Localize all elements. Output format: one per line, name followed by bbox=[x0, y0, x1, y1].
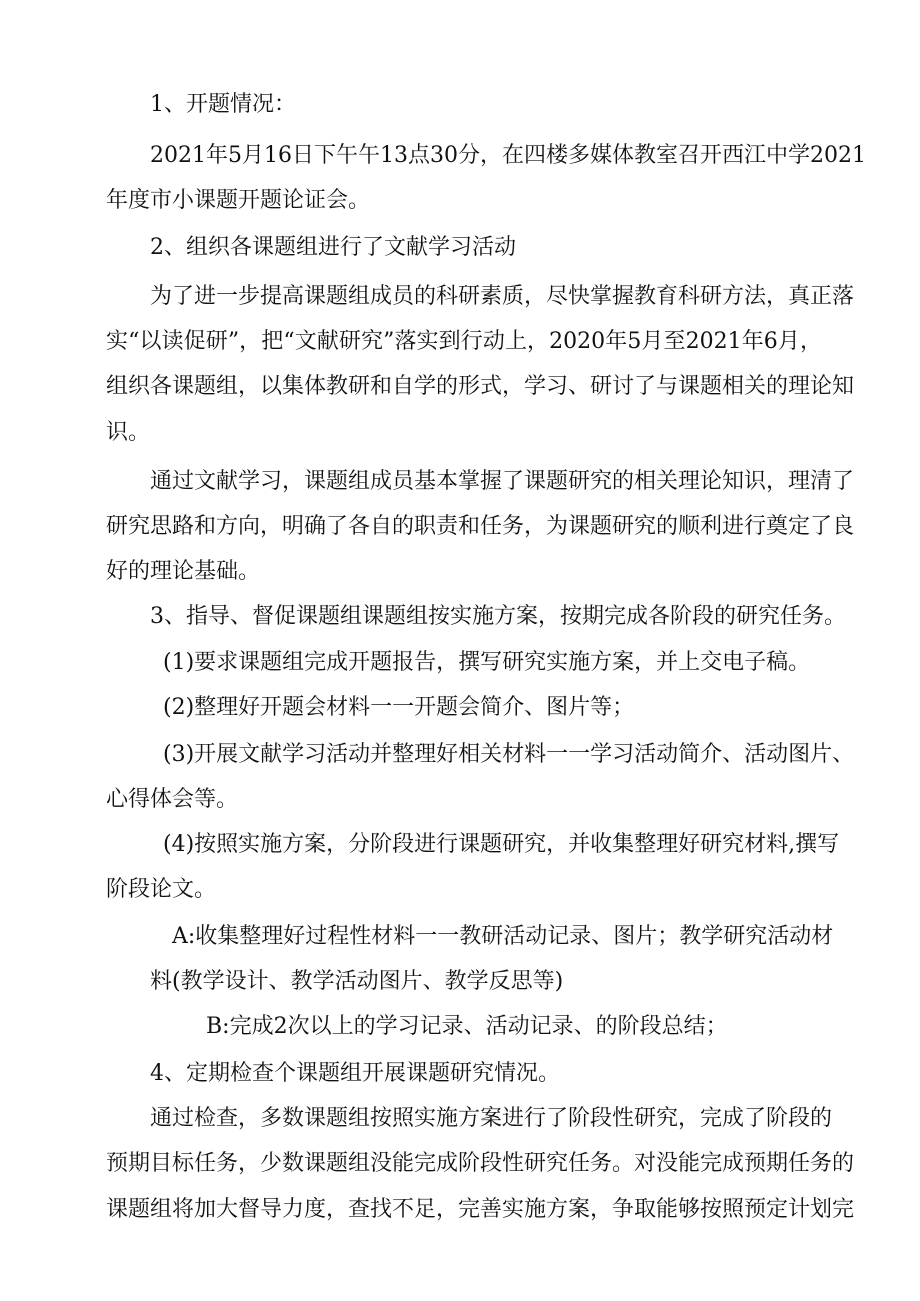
section-heading-4: 4、定期检查个课题组开展课题研究情况。 bbox=[150, 1061, 560, 1086]
paragraph-line: 实“以读促研”，把“文献研究”落实到行动上，2020年5月至2021年6月， bbox=[106, 329, 822, 354]
list-item-continuation: 阶段论文。 bbox=[106, 877, 217, 902]
paragraph-line: 预期目标任务，少数课题组没能完成阶段性研究任务。对没能完成预期任务的 bbox=[106, 1151, 855, 1176]
list-item-continuation: 心得体会等。 bbox=[106, 787, 239, 812]
paragraph-line: 年度市小课题开题论证会。 bbox=[106, 188, 371, 213]
section-heading-2: 2、组织各课题组进行了文献学习活动 bbox=[150, 235, 516, 260]
paragraph-line: 为了进一步提高课题组成员的科研素质，尽快掌握教育科研方法，真正落 bbox=[150, 284, 855, 309]
sub-list-item-continuation: 料(教学设计、教学活动图片、教学反思等) bbox=[150, 969, 564, 994]
paragraph-line: 识。 bbox=[106, 420, 151, 445]
paragraph-line: 2021年5月16日下午午13点30分，在四楼多媒体教室召开西江中学2021 bbox=[150, 143, 866, 168]
sub-list-item: A:收集整理好过程性材料一一教研活动记录、图片；教学研究活动材 bbox=[172, 924, 834, 949]
section-heading-3: 3、指导、督促课题组课题组按实施方案，按期完成各阶段的研究任务。 bbox=[150, 604, 846, 629]
paragraph-line: 通过检查，多数课题组按照实施方案进行了阶段性研究，完成了阶段的 bbox=[150, 1106, 833, 1131]
paragraph-line: 课题组将加大督导力度，查找不足，完善实施方案，争取能够按照预定计划完 bbox=[106, 1197, 855, 1222]
paragraph-line: 研究思路和方向，明确了各自的职责和任务，为课题研究的顺利进行奠定了良 bbox=[106, 514, 855, 539]
list-item: (3)开展文献学习活动并整理好相关材料一一学习活动简介、活动图片、 bbox=[163, 742, 855, 767]
list-item: (1)要求课题组完成开题报告，撰写研究实施方案，并上交电子稿。 bbox=[163, 650, 811, 675]
paragraph-line: 通过文献学习，课题组成员基本掌握了课题研究的相关理论知识，理清了 bbox=[150, 469, 855, 494]
sub-list-item: B:完成2次以上的学习记录、活动记录、的阶段总结； bbox=[206, 1014, 728, 1039]
list-item: (4)按照实施方案，分阶段进行课题研究，并收集整理好研究材料,撰写 bbox=[163, 832, 840, 857]
paragraph-line: 好的理论基础。 bbox=[106, 559, 261, 584]
list-item: (2)整理好开题会材料一一开题会简介、图片等； bbox=[163, 695, 635, 720]
paragraph-line: 组织各课题组，以集体教研和自学的形式，学习、研讨了与课题相关的理论知 bbox=[106, 374, 855, 399]
section-heading-1: 1、开题情况： bbox=[150, 92, 296, 117]
